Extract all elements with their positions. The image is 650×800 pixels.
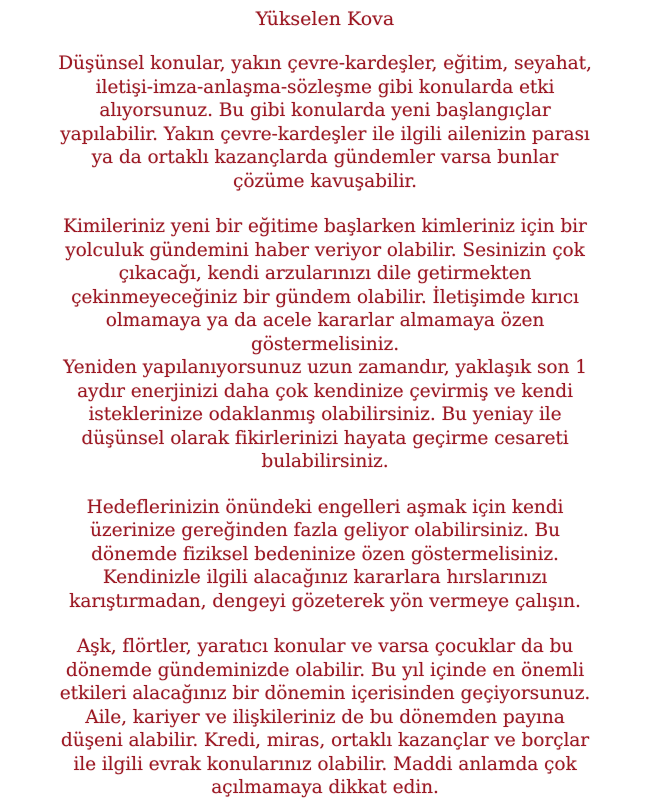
text-line: Hedeflerinizin önündeki engelleri aşmak için kendi — [86, 496, 564, 518]
text-line: Düşünsel konular, yakın çevre-kardeşler, eğitim, seyahat, — [58, 53, 592, 74]
text-line: yapılabilir. Yakın çevre-kardeşler ile ilgili ailenizin parası — [60, 123, 590, 145]
paragraph-1 — [14, 52, 636, 193]
text-line: etkileri alacağınız bir dönemin içerisinden geçiyorsunuz. — [59, 683, 591, 704]
text-line: Aile, kariyer ve ilişkileriniz de bu dönemden payına — [85, 706, 565, 728]
text-line: yolculuk gündemini haber veriyor olabilir. Sesinizin çok — [65, 239, 585, 261]
text-line: düşeni alabilir. Kredi, miras, ortaklı kazançlar ve borçlar — [60, 730, 590, 751]
paragraph-spacer — [14, 474, 636, 496]
document-title: Yükselen Kova — [255, 8, 395, 30]
text-line: isteklerinize odaklanmış olabilirsiniz. Bu yeniay ile — [88, 404, 562, 425]
paragraph-spacer — [14, 613, 636, 635]
paragraph-spacer — [14, 193, 636, 215]
text-line: üzerinize gereğinden fazla geliyor olabilirsiniz. Bu — [90, 520, 560, 541]
text-line: dönemde gündeminizde olabilir. Bu yıl içinde en önemli — [65, 659, 585, 681]
text-line: iletişi-imza-anlaşma-sözleşme gibi konularda etki — [95, 76, 555, 98]
paragraph-2 — [14, 215, 636, 356]
text-line: olmamaya ya da acele kararlar almamaya özen — [105, 310, 545, 331]
text-line: çıkacağı, kendi arzularınızı dile getirmekten — [118, 263, 532, 284]
text-line: Kimileriniz yeni bir eğitime başlarken kimleriniz için bir — [63, 216, 587, 237]
text-line: Kendinizle ilgili alacağınız kararlara hırslarınızı — [102, 567, 548, 588]
text-line: bulabilirsiniz. — [261, 451, 389, 472]
text-line: karıştırmadan, dengeyi gözeterek yön vermeye çalışın. — [69, 590, 581, 612]
text-line: ya da ortaklı kazançlarda gündemler varsa bunlar — [91, 147, 559, 168]
paragraph-5 — [14, 635, 636, 800]
text-line: Aşk, flörtler, yaratıcı konular ve varsa çocuklar da bu — [76, 636, 574, 657]
text-line: göstermelisiniz. — [250, 333, 400, 355]
text-line: açılmamaya dikkat edin. — [211, 777, 439, 798]
text-line: dönemde fiziksel bedeninize özen göstermelisiniz. — [91, 543, 559, 565]
text-line: aydır enerjinizi daha çok kendinize çevirmiş ve kendi — [77, 380, 573, 402]
paragraph-4 — [14, 496, 636, 614]
paragraph-3 — [14, 356, 636, 474]
text-line: ile ilgili evrak konularınız olabilir. Maddi anlamda çok — [73, 753, 577, 775]
text-line: Yeniden yapılanıyorsunuz uzun zamandır, yaklaşık son 1 — [63, 357, 587, 378]
text-line: çözüme kavuşabilir. — [233, 170, 417, 192]
text-line: alıyorsunuz. Bu gibi konularda yeni başlangıçlar — [99, 100, 551, 121]
text-line: düşünsel olarak fikirlerinizi hayata geçirme cesareti — [81, 427, 569, 449]
text-line: çekinmeyeceğiniz bir gündem olabilir. İletişimde kırıcı — [71, 286, 579, 308]
